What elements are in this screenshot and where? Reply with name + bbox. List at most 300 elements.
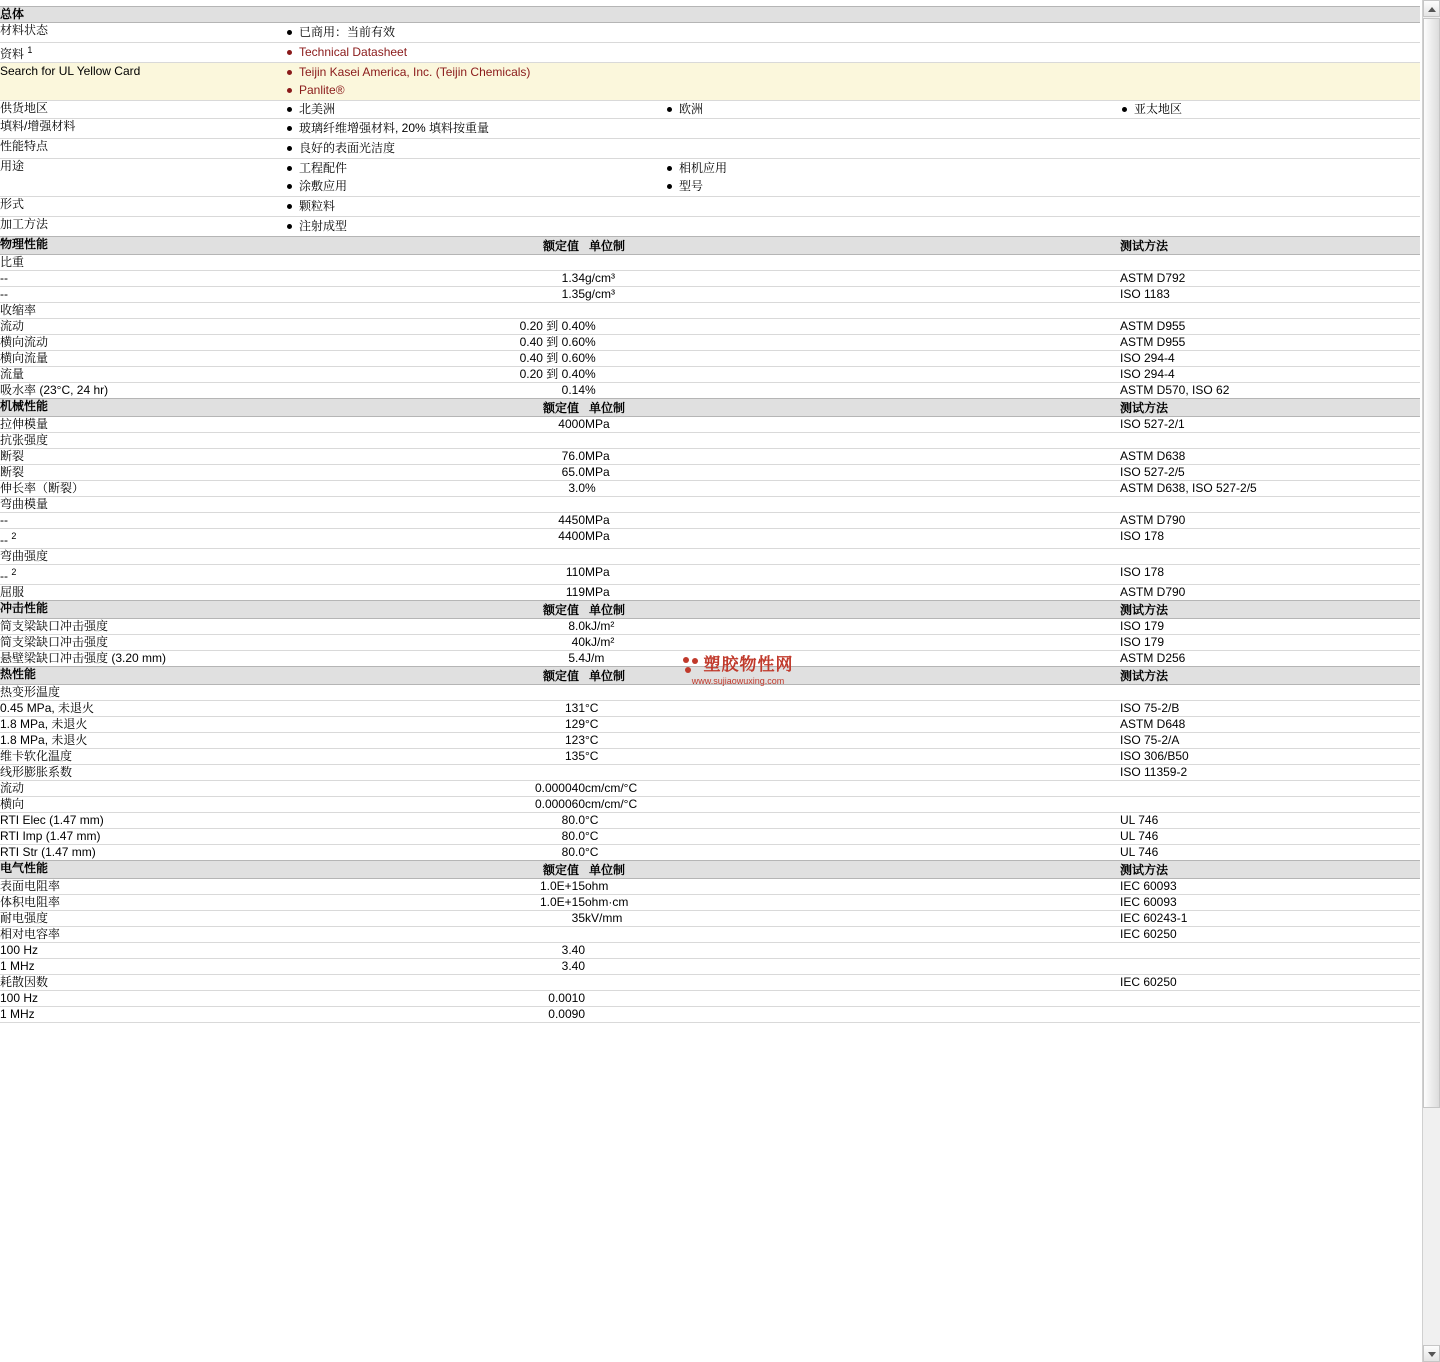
- property-row: [0, 367, 1420, 383]
- bullet-item: 涂敷应用: [285, 178, 665, 195]
- property-label: --: [0, 287, 8, 301]
- property-test-method: [1120, 255, 1420, 271]
- property-value: [285, 975, 585, 991]
- property-spacer: [665, 991, 1120, 1007]
- property-label: 供货地区: [0, 101, 49, 115]
- property-label: 比重: [0, 255, 25, 269]
- scrollbar-thumb[interactable]: [1423, 18, 1440, 1108]
- property-label: 简支梁缺口冲击强度: [0, 619, 109, 633]
- property-unit: g/cm³: [585, 287, 615, 301]
- property-label: RTI Str (1.47 mm): [0, 845, 96, 859]
- arrow-down-icon: [1428, 1352, 1436, 1357]
- bullet-item: [285, 44, 1420, 61]
- property-label: 收缩率: [0, 303, 37, 317]
- property-bullet-list: [285, 217, 1420, 237]
- property-spacer: [665, 829, 1120, 845]
- section-test-header: 测试方法: [1120, 601, 1420, 619]
- property-spacer: [665, 303, 1120, 319]
- property-value: 0.20 到 0.40: [519, 319, 585, 333]
- region-item: 北美洲: [285, 101, 665, 118]
- property-unit: [585, 927, 665, 943]
- property-test-method: ASTM D638: [1120, 449, 1186, 463]
- property-label: 用途: [0, 159, 25, 173]
- property-label: --: [0, 271, 8, 285]
- property-label: Search for UL Yellow Card: [0, 63, 285, 101]
- property-value: 0.000060: [534, 797, 585, 811]
- property-spacer: [665, 651, 1120, 667]
- section-unit-header: 单位制: [585, 399, 665, 417]
- property-unit: MPa: [585, 449, 610, 463]
- property-value: 1.0E+15: [539, 879, 585, 893]
- property-spacer: [665, 255, 1120, 271]
- property-test-method: IEC 60250: [1120, 975, 1177, 989]
- section-value-header: 额定值: [285, 861, 585, 879]
- bullet-item: 颗粒料: [285, 198, 1420, 215]
- property-bullet-list: [285, 43, 1420, 63]
- property-label: 吸水率 (23°C, 24 hr): [0, 383, 109, 397]
- property-row: [0, 335, 1420, 351]
- datasheet-body: [0, 7, 1420, 1023]
- property-value: 4450: [558, 513, 585, 527]
- property-spacer: [665, 927, 1120, 943]
- section-spacer: [665, 399, 1120, 417]
- property-label: 1.8 MPa, 未退火: [0, 733, 88, 747]
- property-unit: °C: [585, 749, 599, 763]
- property-bullet-list: [285, 119, 1420, 139]
- property-label: 维卡软化温度: [0, 749, 73, 763]
- property-unit: [585, 433, 665, 449]
- property-value: 35: [571, 911, 585, 925]
- property-label: RTI Elec (1.47 mm): [0, 813, 104, 827]
- property-spacer: [665, 879, 1120, 895]
- bullet-item: 已商用：当前有效: [285, 24, 1420, 41]
- property-test-method: [1120, 991, 1420, 1007]
- property-test-method: [1120, 549, 1420, 565]
- property-value: 1.35: [561, 287, 585, 301]
- section-title: 机械性能: [0, 399, 285, 417]
- property-label: 屈服: [0, 585, 25, 599]
- property-unit: %: [585, 335, 596, 349]
- section-unit-header: 单位制: [585, 667, 665, 685]
- property-test-method: ISO 75-2/A: [1120, 733, 1180, 747]
- property-spacer: [665, 351, 1120, 367]
- property-unit: °C: [585, 813, 599, 827]
- property-row: [0, 701, 1420, 717]
- section-unit-header: 单位制: [585, 861, 665, 879]
- property-label: 填料/增强材料: [0, 119, 76, 133]
- property-spacer: [665, 335, 1120, 351]
- property-row: [0, 319, 1420, 335]
- property-row: [0, 433, 1420, 449]
- section-unit-header: 单位制: [585, 237, 665, 255]
- property-value: 40: [571, 635, 585, 649]
- property-unit: g/cm³: [585, 271, 615, 285]
- property-unit: [585, 991, 665, 1007]
- section-test-header: [1120, 7, 1420, 23]
- property-row: [0, 565, 1420, 585]
- bullet-item: 注射成型: [285, 218, 1420, 235]
- usage-column-2: [665, 159, 1420, 197]
- property-row: [0, 845, 1420, 861]
- section-value-header: 额定值: [285, 667, 585, 685]
- property-spacer: [665, 481, 1120, 497]
- scroll-down-button[interactable]: [1423, 1345, 1440, 1362]
- property-value: 0.000040: [534, 781, 585, 795]
- bullet-item: 相机应用: [665, 160, 1420, 177]
- property-label: 100 Hz: [0, 943, 39, 957]
- property-spacer: [665, 367, 1120, 383]
- property-row: [0, 813, 1420, 829]
- property-label: 横向: [0, 797, 25, 811]
- property-test-method: ASTM D648: [1120, 717, 1186, 731]
- bullet-item: [285, 64, 1420, 81]
- property-unit: [585, 959, 665, 975]
- property-test-method: UL 746: [1120, 845, 1159, 859]
- property-spacer: [665, 943, 1120, 959]
- property-unit: °C: [585, 829, 599, 843]
- section-spacer: [665, 7, 1120, 23]
- section-test-header: 测试方法: [1120, 237, 1420, 255]
- property-row: [0, 23, 1420, 43]
- property-test-method: [1120, 959, 1420, 975]
- property-spacer: [665, 497, 1120, 513]
- property-value: 80.0: [561, 829, 585, 843]
- property-row: [0, 781, 1420, 797]
- property-value: 1.34: [561, 271, 585, 285]
- property-row: [0, 303, 1420, 319]
- property-row: [0, 975, 1420, 991]
- property-unit: %: [585, 319, 596, 333]
- property-label: 形式: [0, 197, 25, 211]
- property-spacer: [665, 717, 1120, 733]
- property-value: [285, 255, 585, 271]
- property-row: [0, 43, 1420, 63]
- property-test-method: ISO 178: [1120, 529, 1165, 543]
- footnote-marker: 1: [27, 45, 33, 55]
- property-test-method: UL 746: [1120, 813, 1159, 827]
- property-label: -- $^2$: [0, 567, 17, 583]
- property-row: [0, 63, 1420, 101]
- property-label: 体积电阻率: [0, 895, 61, 909]
- property-value: 4400: [558, 529, 585, 543]
- property-spacer: [665, 449, 1120, 465]
- property-row: [0, 585, 1420, 601]
- property-value: 3.40: [561, 943, 585, 957]
- bullet-link[interactable]: Technical Datasheet: [299, 45, 408, 59]
- section-unit-header: 单位制: [585, 601, 665, 619]
- property-unit: [585, 975, 665, 991]
- property-test-method: [1120, 943, 1420, 959]
- property-unit: kJ/m²: [585, 635, 615, 649]
- property-label: 横向流量: [0, 351, 49, 365]
- property-row: [0, 513, 1420, 529]
- property-test-method: UL 746: [1120, 829, 1159, 843]
- property-value: [285, 549, 585, 565]
- property-unit: kV/mm: [585, 911, 623, 925]
- property-row: [0, 717, 1420, 733]
- watermark-url: www.sujiaowuxing.com: [691, 676, 785, 686]
- bullet-link[interactable]: Panlite®: [299, 83, 345, 97]
- usage-column-1: [285, 159, 665, 197]
- property-row: [0, 383, 1420, 399]
- property-row: [0, 101, 1420, 119]
- property-value: 8.0: [568, 619, 585, 633]
- property-test-method: ASTM D256: [1120, 651, 1186, 665]
- property-unit: [585, 685, 665, 701]
- property-unit: [585, 1007, 665, 1023]
- property-row: [0, 911, 1420, 927]
- property-row: [0, 765, 1420, 781]
- property-spacer: [665, 845, 1120, 861]
- property-test-method: [1120, 1007, 1420, 1023]
- section-spacer: [665, 861, 1120, 879]
- property-unit: J/m: [585, 651, 605, 665]
- property-label: 弯曲强度: [0, 549, 49, 563]
- property-test-method: ISO 294-4: [1120, 351, 1175, 365]
- section-header-thermal: [0, 667, 1420, 685]
- footnote-marker: 2: [11, 531, 17, 541]
- property-row: [0, 879, 1420, 895]
- property-unit: MPa: [585, 513, 610, 527]
- property-test-method: ISO 527-2/1: [1120, 417, 1185, 431]
- section-spacer: [665, 667, 1120, 685]
- property-value: [285, 433, 585, 449]
- property-spacer: [665, 383, 1120, 399]
- property-label: 弯曲模量: [0, 497, 49, 511]
- property-test-method: ISO 179: [1120, 619, 1165, 633]
- section-test-header: 测试方法: [1120, 861, 1420, 879]
- property-row: [0, 685, 1420, 701]
- property-label: 1 MHz: [0, 1007, 35, 1021]
- property-label: 材料状态: [0, 23, 49, 37]
- property-spacer: [665, 781, 1120, 797]
- property-unit: [585, 765, 665, 781]
- property-row: [0, 943, 1420, 959]
- property-unit: °C: [585, 845, 599, 859]
- property-bullet-list: [285, 139, 1420, 159]
- property-spacer: [665, 1007, 1120, 1023]
- property-row: [0, 271, 1420, 287]
- property-value: 4000: [558, 417, 585, 431]
- property-test-method: ASTM D792: [1120, 271, 1186, 285]
- property-spacer: [665, 895, 1120, 911]
- property-test-method: [1120, 781, 1420, 797]
- bullet-item: 玻璃纤维增强材料, 20% 填料按重量: [285, 120, 1420, 137]
- property-test-method: ISO 527-2/5: [1120, 465, 1185, 479]
- property-test-method: ASTM D790: [1120, 513, 1186, 527]
- property-test-method: ASTM D790: [1120, 585, 1186, 599]
- property-unit: MPa: [585, 465, 610, 479]
- property-spacer: [665, 513, 1120, 529]
- property-unit: MPa: [585, 565, 610, 579]
- property-test-method: ISO 306/B50: [1120, 749, 1189, 763]
- property-label: 简支梁缺口冲击强度: [0, 635, 109, 649]
- property-row: [0, 217, 1420, 237]
- property-value: 0.14: [561, 383, 585, 397]
- property-row: [0, 749, 1420, 765]
- property-test-method: ISO 294-4: [1120, 367, 1175, 381]
- property-spacer: [665, 911, 1120, 927]
- property-value: 135: [564, 749, 585, 763]
- property-label: 伸长率（断裂）: [0, 481, 85, 495]
- property-unit: [585, 255, 665, 271]
- property-label: 流动: [0, 781, 25, 795]
- property-label: 流量: [0, 367, 25, 381]
- section-title: 总体: [0, 7, 285, 23]
- section-value-header: 额定值: [285, 601, 585, 619]
- region-item: 欧洲: [665, 101, 1120, 118]
- property-unit: %: [585, 367, 596, 381]
- property-value: 3.0: [568, 481, 585, 495]
- property-row: [0, 829, 1420, 845]
- property-spacer: [665, 529, 1120, 549]
- property-row: [0, 619, 1420, 635]
- property-value: 119: [565, 585, 585, 599]
- property-label: 相对电容率: [0, 927, 61, 941]
- property-label: -- $^2$: [0, 531, 17, 547]
- property-label: 1.8 MPa, 未退火: [0, 717, 88, 731]
- property-value: 0.0010: [548, 991, 585, 1005]
- property-row: [0, 159, 1420, 197]
- property-value: [285, 497, 585, 513]
- property-label: 抗张强度: [0, 433, 49, 447]
- property-value: [285, 927, 585, 943]
- bullet-item: 型号: [665, 178, 1420, 195]
- section-value-header: 额定值: [285, 237, 585, 255]
- property-test-method: ISO 178: [1120, 565, 1165, 579]
- section-spacer: [665, 237, 1120, 255]
- property-spacer: [665, 585, 1120, 601]
- property-label: 资料 $^1$: [0, 45, 33, 61]
- property-value: 3.40: [561, 959, 585, 973]
- property-row: [0, 549, 1420, 565]
- property-spacer: [665, 433, 1120, 449]
- section-header-electrical: [0, 861, 1420, 879]
- property-label: 拉伸模量: [0, 417, 49, 431]
- property-value: [285, 765, 585, 781]
- property-value: 0.40 到 0.60: [519, 351, 585, 365]
- property-label: 热变形温度: [0, 685, 61, 699]
- property-label: 耗散因数: [0, 975, 49, 989]
- property-value: 131: [564, 701, 585, 715]
- property-bullet-list: [285, 23, 1420, 43]
- property-row: [0, 255, 1420, 271]
- property-unit: cm/cm/°C: [585, 797, 638, 811]
- property-row: [0, 651, 1420, 667]
- property-spacer: [665, 701, 1120, 717]
- property-test-method: [1120, 303, 1420, 319]
- property-row: [0, 635, 1420, 651]
- property-label: 断裂: [0, 465, 25, 479]
- property-test-method: [1120, 497, 1420, 513]
- property-row: [0, 449, 1420, 465]
- vertical-scrollbar[interactable]: [1422, 0, 1440, 1362]
- property-row: [0, 417, 1420, 433]
- property-spacer: [665, 549, 1120, 565]
- property-spacer: [665, 813, 1120, 829]
- property-unit: °C: [585, 733, 599, 747]
- property-spacer: [665, 635, 1120, 651]
- section-test-header: 测试方法: [1120, 667, 1420, 685]
- material-datasheet-table: [0, 6, 1420, 1023]
- property-spacer: [665, 797, 1120, 813]
- property-unit: MPa: [585, 585, 610, 599]
- property-unit: MPa: [585, 529, 610, 543]
- property-test-method: ASTM D955: [1120, 319, 1186, 333]
- section-header-general: [0, 7, 1420, 23]
- property-value: [285, 303, 585, 319]
- property-row: [0, 351, 1420, 367]
- property-label: 表面电阻率: [0, 879, 61, 893]
- section-value-header: 额定值: [285, 399, 585, 417]
- property-row: [0, 465, 1420, 481]
- property-test-method: [1120, 685, 1420, 701]
- section-test-header: 测试方法: [1120, 399, 1420, 417]
- property-unit: %: [585, 351, 596, 365]
- property-test-method: IEC 60093: [1120, 879, 1177, 893]
- property-spacer: [665, 749, 1120, 765]
- property-unit: [585, 943, 665, 959]
- property-test-method: ASTM D955: [1120, 335, 1186, 349]
- section-unit-header: [585, 7, 665, 23]
- property-unit: [585, 497, 665, 513]
- property-row: [0, 287, 1420, 303]
- property-unit: MPa: [585, 417, 610, 431]
- property-label: RTI Imp (1.47 mm): [0, 829, 101, 843]
- property-unit: %: [585, 481, 596, 495]
- property-value: 76.0: [561, 449, 585, 463]
- property-value: 80.0: [561, 813, 585, 827]
- property-spacer: [665, 287, 1120, 303]
- section-value-header: [285, 7, 585, 23]
- property-unit: [585, 303, 665, 319]
- region-item: 亚太地区: [1120, 101, 1420, 118]
- property-value: 123: [564, 733, 585, 747]
- bullet-link[interactable]: Teijin Kasei America, Inc. (Teijin Chemicals): [299, 65, 531, 79]
- property-unit: °C: [585, 701, 599, 715]
- property-row: [0, 895, 1420, 911]
- property-value: 1.0E+15: [539, 895, 585, 909]
- property-label: --: [0, 513, 8, 527]
- property-test-method: ISO 11359-2: [1120, 765, 1188, 779]
- property-label: 加工方法: [0, 217, 49, 231]
- property-label: 100 Hz: [0, 991, 39, 1005]
- property-value: 80.0: [561, 845, 585, 859]
- property-unit: ohm·cm: [585, 895, 629, 909]
- property-row: [0, 797, 1420, 813]
- property-label: 性能特点: [0, 139, 49, 153]
- bullet-item: [285, 82, 1420, 99]
- property-row: [0, 733, 1420, 749]
- property-label: 线形膨胀系数: [0, 765, 73, 779]
- property-test-method: IEC 60243-1: [1120, 911, 1188, 925]
- property-unit: ohm: [585, 879, 609, 893]
- property-row: [0, 1007, 1420, 1023]
- property-spacer: [665, 685, 1120, 701]
- property-value: 0.40 到 0.60: [519, 335, 585, 349]
- property-spacer: [665, 959, 1120, 975]
- section-spacer: [665, 601, 1120, 619]
- property-value: 110: [565, 565, 585, 579]
- property-spacer: [665, 765, 1120, 781]
- scroll-up-button[interactable]: [1423, 0, 1440, 17]
- property-row: [0, 197, 1420, 217]
- property-label: 耐电强度: [0, 911, 49, 925]
- section-header-mechanical: [0, 399, 1420, 417]
- property-test-method: IEC 60250: [1120, 927, 1177, 941]
- property-spacer: [665, 733, 1120, 749]
- property-unit: °C: [585, 717, 599, 731]
